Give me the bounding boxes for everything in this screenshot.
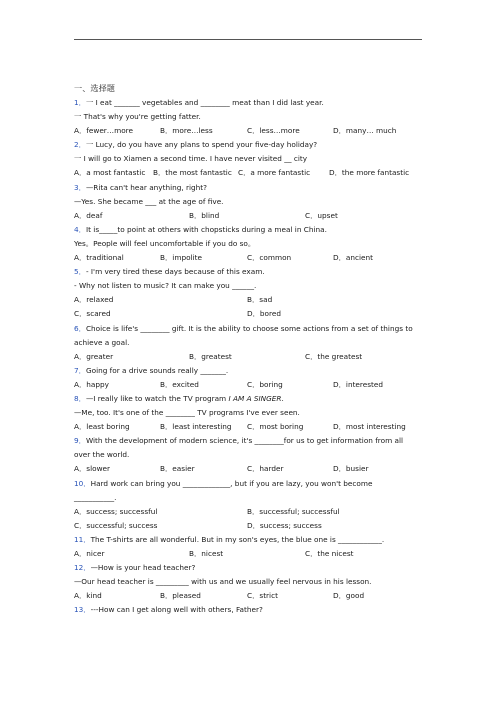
question-number: 12．	[74, 563, 91, 573]
question-6-options	[74, 350, 424, 364]
option-a[interactable]: A．relaxed	[74, 295, 114, 305]
option-d[interactable]: D．busier	[333, 464, 369, 474]
option-a[interactable]: A．least boring	[74, 422, 130, 432]
option-b[interactable]: B．easier	[160, 464, 195, 474]
question-stem: Choice is life's ________ gift. It is the ability to choose some actions from a set of things to	[85, 323, 413, 333]
question-stem: It is_____to point at others with chopsticks during a meal in China.	[85, 224, 327, 234]
option-a[interactable]: A．greater	[74, 351, 114, 361]
option-c[interactable]: C．the greatest	[305, 351, 363, 361]
option-c[interactable]: C．upset	[305, 210, 338, 220]
option-a[interactable]: A．kind	[74, 591, 102, 601]
option-b[interactable]: B．impolite	[160, 253, 202, 263]
question-number: 2．	[74, 140, 86, 150]
option-a[interactable]: A．deaf	[74, 210, 103, 220]
question-11	[74, 533, 424, 547]
question-10-options-row-2	[74, 519, 424, 533]
option-d[interactable]: D．ancient	[333, 253, 374, 263]
question-number: 5．	[74, 267, 86, 277]
header-rule	[74, 39, 422, 40]
option-a[interactable]: A．traditional	[74, 253, 124, 263]
question-10-continuation: ___________.	[74, 492, 117, 502]
question-number: 10．	[74, 478, 91, 488]
question-5-options-row-2	[74, 307, 424, 321]
option-c[interactable]: C．most boring	[247, 422, 304, 432]
question-stem: With the development of modern science, it's ________for us to get information from all	[85, 436, 404, 446]
question-5-reply: - Why not listen to music? It can make you ______.	[74, 281, 257, 291]
question-4-options	[74, 251, 424, 265]
question-1-reply: 一 That's why you're getting fatter.	[74, 112, 201, 122]
option-d[interactable]: D．good	[333, 591, 365, 601]
option-c[interactable]: C．successful; success	[74, 520, 158, 530]
question-number: 8．	[74, 393, 86, 403]
option-a[interactable]: A．nicer	[74, 549, 105, 558]
option-b[interactable]: B．excited	[160, 379, 199, 389]
option-b[interactable]: B．nicest	[189, 549, 224, 558]
question-stem: 一 Lucy, do you have any plans to spend your five-day holiday?	[85, 140, 318, 150]
question-3	[74, 181, 424, 195]
question-stem: - I'm very tired these days because of this exam.	[85, 267, 265, 277]
question-7	[74, 364, 424, 378]
question-9-options	[74, 462, 424, 476]
option-b[interactable]: B．least interesting	[160, 422, 232, 432]
question-2-options	[74, 166, 424, 180]
option-a[interactable]: A．fewer…more	[74, 126, 134, 136]
option-a[interactable]: A．slower	[74, 464, 111, 474]
question-6-continuation: achieve a goal.	[74, 337, 130, 347]
question-12-reply: —Our head teacher is _________ with us and we usually feel nervous in his lesson.	[74, 577, 372, 587]
question-10-options-row-1	[74, 505, 424, 519]
question-number: 1．	[74, 98, 86, 107]
option-d[interactable]: D．many… much	[333, 126, 397, 136]
option-b[interactable]: B．sad	[247, 295, 273, 305]
option-b[interactable]: B．pleased	[160, 591, 201, 601]
question-stem-end: .	[281, 393, 284, 403]
question-8-options	[74, 420, 424, 434]
option-b[interactable]: B．more…less	[160, 126, 213, 136]
question-number: 3．	[74, 182, 86, 192]
question-1	[74, 96, 424, 110]
question-12-options	[74, 589, 424, 603]
question-stem: —I really like to watch the TV program	[85, 393, 229, 403]
question-number: 4．	[74, 224, 86, 234]
option-a[interactable]: A．a most fantastic	[74, 168, 146, 178]
question-5	[74, 265, 424, 279]
question-4-reply: Yes。People will feel uncomfortable if you do so。	[74, 238, 256, 248]
question-8	[74, 392, 424, 406]
question-7-options	[74, 378, 424, 392]
option-c[interactable]: C．common	[247, 253, 292, 263]
option-b[interactable]: B．blind	[189, 210, 220, 220]
question-number: 11．	[74, 534, 91, 544]
question-stem: ---How can I get along well with others, Father?	[90, 605, 263, 615]
question-3-options	[74, 209, 424, 223]
question-number: 6．	[74, 323, 86, 333]
question-2	[74, 138, 424, 152]
option-d[interactable]: D．bored	[247, 309, 281, 319]
question-5-options-row-1	[74, 293, 424, 307]
question-11-options	[74, 547, 424, 561]
question-9-continuation: over the world.	[74, 450, 130, 460]
question-6	[74, 322, 424, 336]
option-d[interactable]: D．the more fantastic	[329, 168, 410, 178]
question-8-reply: —Me, too. It's one of the ________ TV programs I've ever seen.	[74, 408, 300, 418]
question-12	[74, 561, 424, 575]
option-d[interactable]: D．interested	[333, 379, 384, 389]
option-c[interactable]: C．less…more	[247, 126, 300, 136]
question-stem: Hard work can bring you _____________, but if you are lazy, you won't become	[90, 478, 373, 488]
question-stem: The T-shirts are all wonderful. But in my son's eyes, the blue one is ____________.	[90, 534, 385, 544]
question-stem: 一 I eat _______ vegetables and ________ meat than I did last year.	[85, 98, 324, 107]
option-c[interactable]: C．scared	[74, 309, 111, 319]
question-3-reply: —Yes. She became ___ at the age of five.	[74, 196, 224, 206]
question-2-reply: 一 I will go to Xiamen a second time. I have never visited __ city	[74, 154, 308, 164]
option-d[interactable]: D．success; success	[247, 520, 322, 530]
question-number: 9．	[74, 436, 86, 446]
option-b[interactable]: B．the most fantastic	[153, 168, 232, 178]
question-4	[74, 223, 424, 237]
question-stem: Going for a drive sounds really _______.	[85, 365, 229, 375]
option-c[interactable]: C．strict	[247, 591, 278, 601]
question-stem: —Rita can't hear anything, right?	[85, 182, 208, 192]
question-number: 7．	[74, 365, 86, 375]
exam-content	[74, 82, 424, 617]
program-title: I AM A SINGER	[228, 393, 282, 403]
option-d[interactable]: D．most interesting	[333, 422, 406, 432]
question-9	[74, 434, 424, 448]
question-13	[74, 603, 424, 617]
option-c[interactable]: C．boring	[247, 379, 283, 389]
option-c[interactable]: C．the nicest	[305, 549, 354, 558]
question-stem: —How is your head teacher?	[90, 563, 196, 573]
option-b[interactable]: B．successful; successful	[247, 506, 340, 516]
question-1-options	[74, 124, 424, 138]
option-a[interactable]: A．success; successful	[74, 506, 158, 516]
option-c[interactable]: C．harder	[247, 464, 284, 474]
question-10	[74, 477, 424, 491]
option-a[interactable]: A．happy	[74, 379, 109, 389]
section-title: 一、选择题	[74, 83, 115, 93]
question-number: 13．	[74, 605, 91, 615]
option-c[interactable]: C．a more fantastic	[238, 168, 311, 178]
option-b[interactable]: B．greatest	[189, 351, 232, 361]
